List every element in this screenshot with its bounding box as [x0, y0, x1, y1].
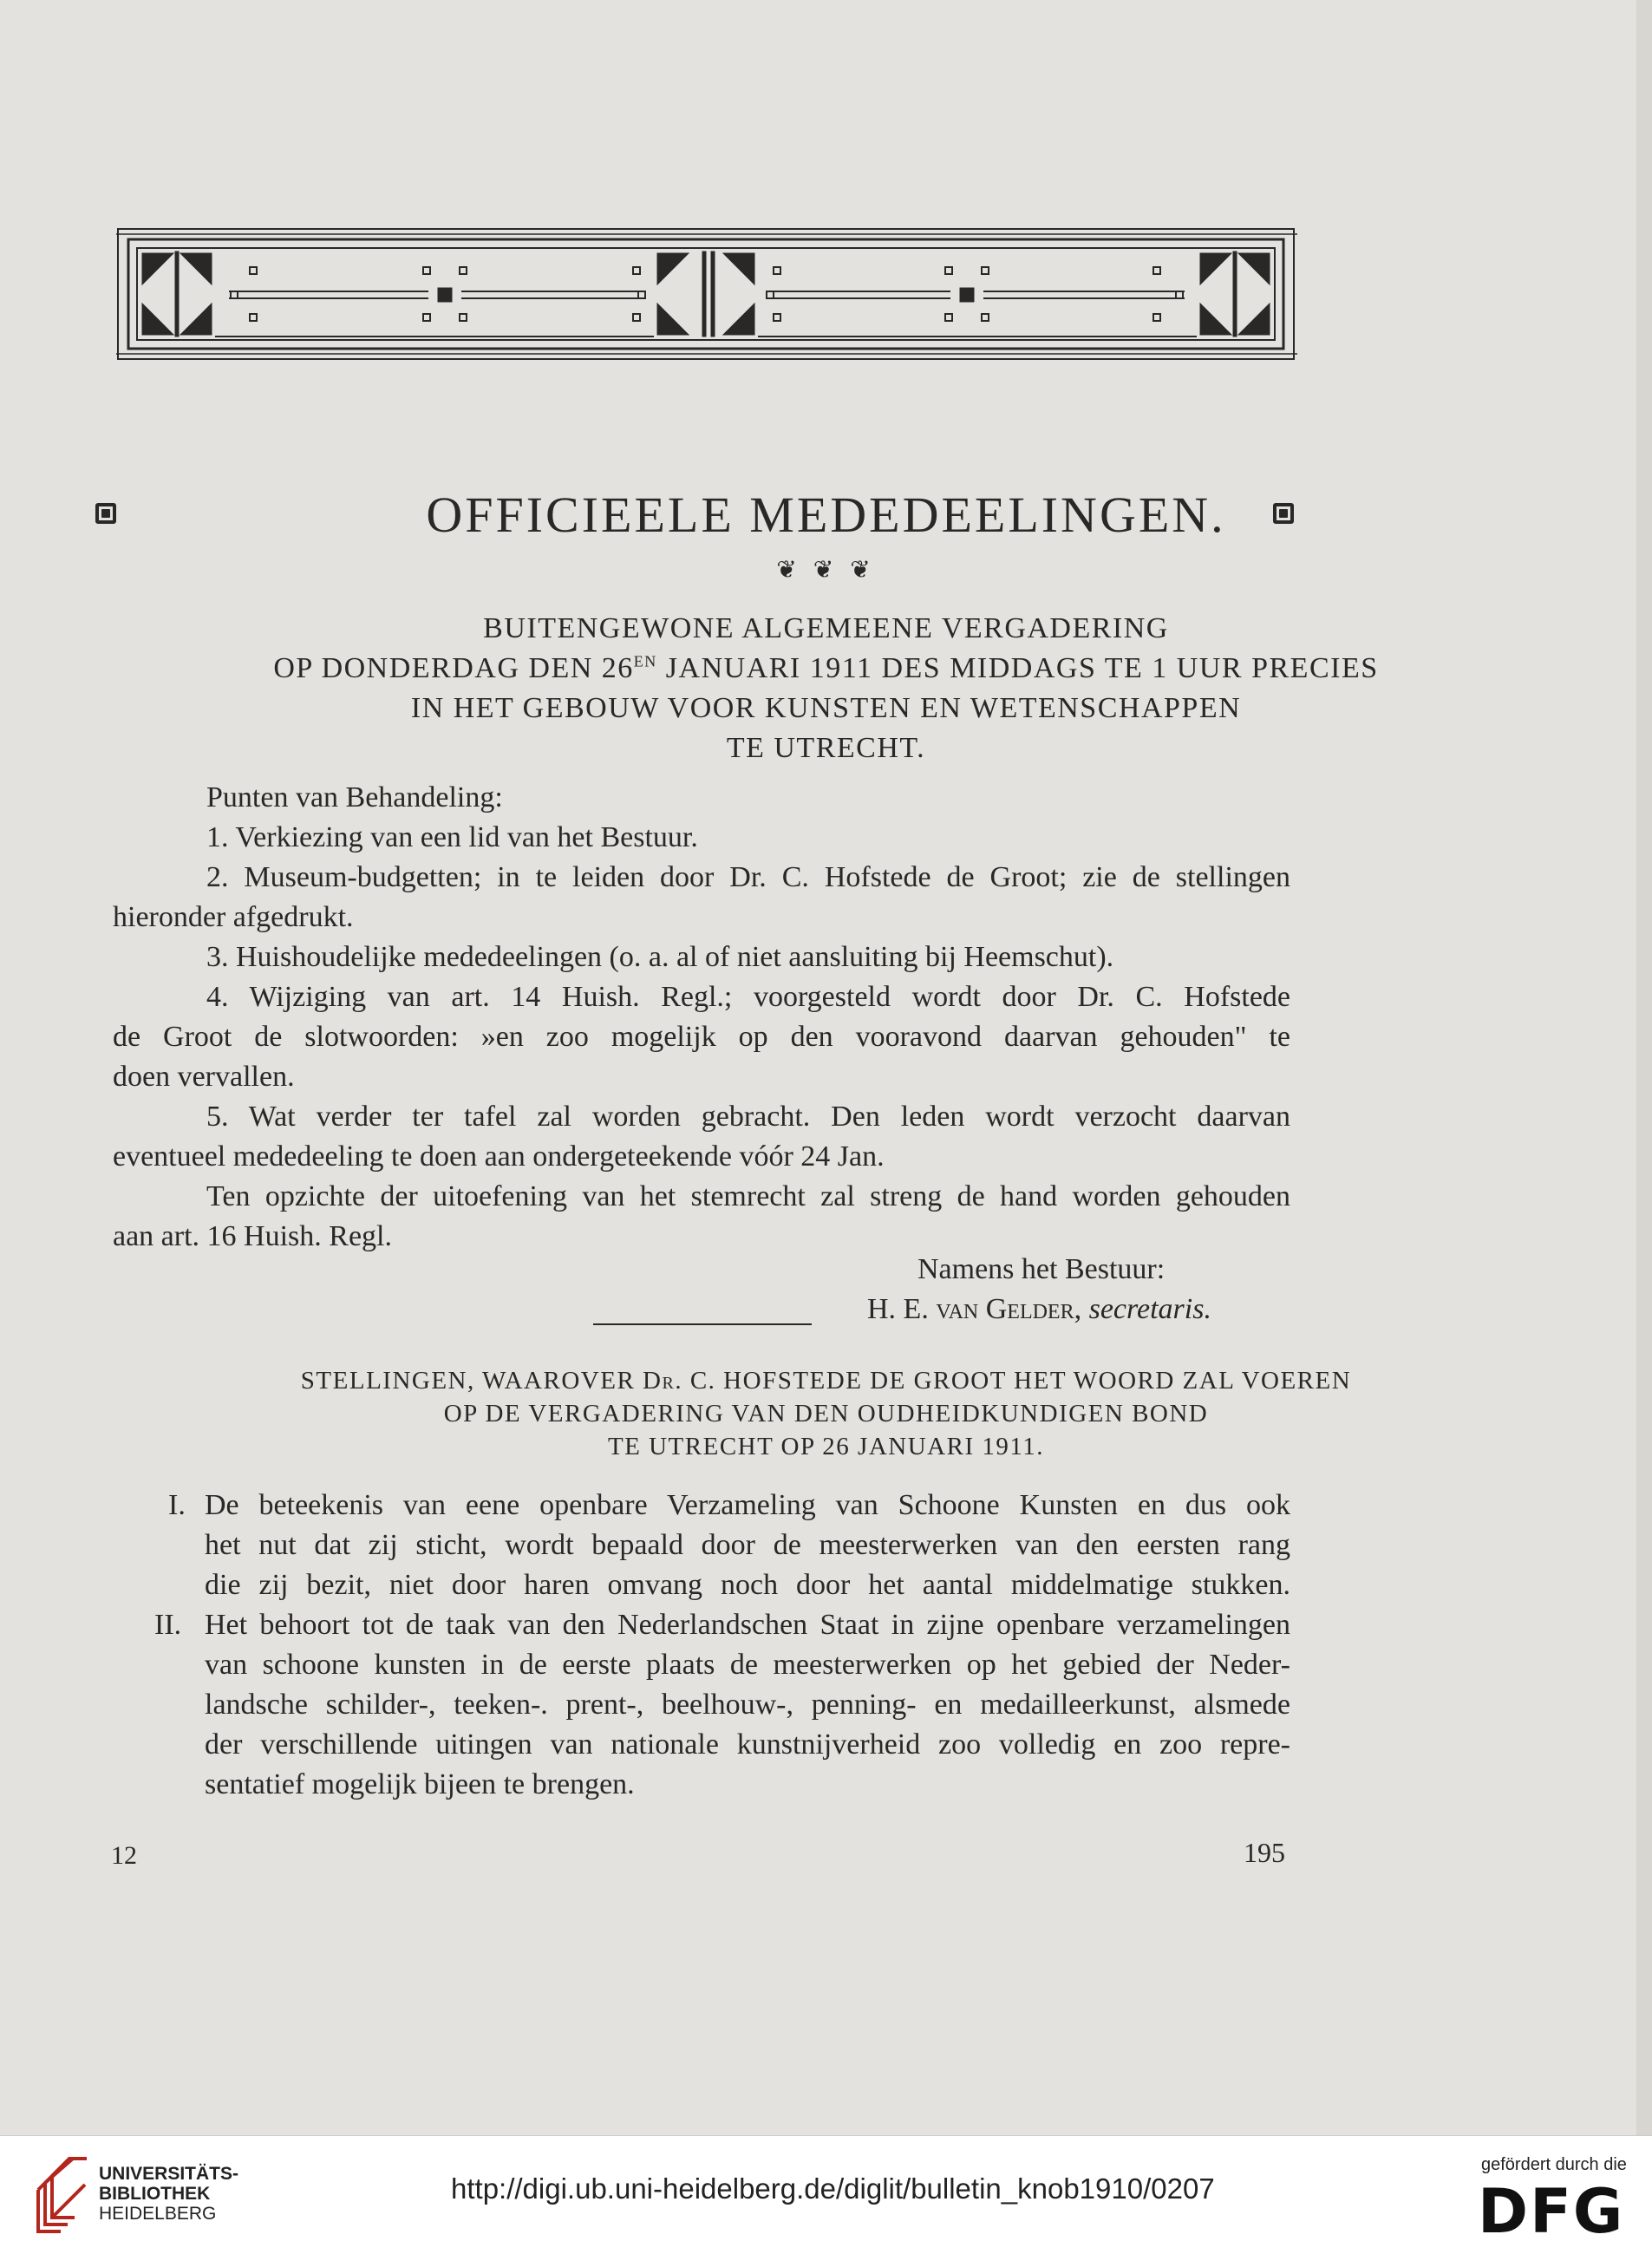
source-url-link[interactable]: http://digi.ub.uni-heidelberg.de/diglit/bulletin_knob1910/0207: [451, 2172, 1215, 2205]
theses-heading-title-dr: Dr.: [643, 1367, 683, 1395]
meeting-line-3: IN HET GEBOUW VOOR KUNSTEN EN WETENSCHAPPEN: [410, 692, 1242, 724]
thesis-line: het nut dat zij sticht, wordt bepaald door de meesterwerken van den eersten rang: [205, 1529, 1290, 1561]
library-logo-icon: [35, 2155, 90, 2235]
voting-note-line-1: Ten opzichte der uitoefening van het stemrecht zal streng de hand worden gehouden: [206, 1180, 1290, 1212]
meeting-line-2-part-a: OP DONDERDAG DEN 26: [273, 652, 634, 684]
library-name-line-3: HEIDELBERG: [99, 2204, 217, 2224]
voting-note-line-2: aan art. 16 Huish. Regl.: [113, 1220, 392, 1252]
page-title: OFFICIEELE MEDEDEELINGEN.: [426, 487, 1226, 543]
meeting-line-2: [0, 652, 1652, 685]
thesis-number: I.: [168, 1489, 186, 1521]
thesis-line: sentatief mogelijk bijeen te brengen.: [205, 1768, 635, 1800]
theses-heading-part-a: STELLINGEN, WAAROVER: [300, 1367, 643, 1395]
theses-heading-line-3: TE UTRECHT OP 26 JANUARI 1911.: [607, 1433, 1045, 1460]
theses-heading-part-b: C. HOFSTEDE DE GROOT HET WOORD ZAL VOEREN: [682, 1367, 1352, 1395]
agenda-item-4-line-3: doen vervallen.: [113, 1061, 295, 1093]
theses-heading-line-2: OP DE VERGADERING VAN DEN OUDHEIDKUNDIGEN BOND: [443, 1400, 1209, 1428]
meeting-line-1: BUITENGEWONE ALGEMEENE VERGADERING: [483, 612, 1169, 644]
flourish-ornament: ❦ ❦ ❦: [776, 557, 876, 584]
digitization-footer: [0, 2135, 1652, 2254]
agenda-item-1: 1. Verkiezing van een lid van het Bestuur.: [206, 821, 698, 853]
signature-initials: H. E.: [867, 1293, 937, 1325]
meeting-line-4: TE UTRECHT.: [726, 732, 926, 764]
agenda-item-5-line-2: eventueel mededeeling te doen aan ondergeteekende vóór 24 Jan.: [113, 1140, 885, 1173]
thesis-number: II.: [154, 1609, 182, 1641]
thesis-line: van schoone kunsten in de eerste plaats de meesterwerken op het gebied der Neder-: [205, 1649, 1290, 1681]
funding-label: gefördert durch die: [1481, 2155, 1627, 2174]
agenda-item-3: 3. Huishoudelijke mededeelingen (o. a. al of niet aansluiting bij Heemschut).: [206, 941, 1114, 973]
agenda-intro: Punten van Behandeling:: [206, 781, 503, 813]
agenda-item-5-line-1: 5. Wat verder ter tafel zal worden gebracht. Den leden wordt verzocht daarvan: [206, 1101, 1290, 1133]
signature-role: secretaris.: [1081, 1293, 1211, 1325]
signature-name: [867, 1292, 1211, 1327]
meeting-date-superscript: EN: [633, 652, 657, 670]
dfg-logo: DFG: [1478, 2176, 1625, 2247]
agenda-item-4-line-1: 4. Wijziging van art. 14 Huish. Regl.; voorgesteld wordt door Dr. C. Hofstede: [206, 981, 1290, 1013]
square-ornament-right-icon: [1273, 503, 1294, 524]
thesis-line: De beteekenis van eene openbare Verzameling van Schoone Kunsten en dus ook: [205, 1489, 1290, 1521]
divider-rule: [593, 1323, 812, 1325]
agenda-item-2-line-1: 2. Museum-budgetten; in te leiden door Dr. C. Hofstede de Groot; zie de stellingen: [206, 861, 1290, 893]
page-edge-shadow: [1636, 0, 1652, 2135]
agenda-item-4-line-2: de Groot de slotwoorden: »en zoo mogelijk op den vooravond daarvan gehouden" te: [113, 1021, 1290, 1053]
theses-heading-line-1: [0, 1367, 1652, 1395]
signature-mark: 12: [111, 1841, 137, 1870]
thesis-line: die zij bezit, niet door haren omvang noch door het aantal middelmatige stukken.: [205, 1569, 1290, 1601]
agenda-item-2-line-2: hieronder afgedrukt.: [113, 901, 354, 933]
signature-surname: van Gelder,: [936, 1293, 1082, 1325]
signature-on-behalf: Namens het Bestuur:: [917, 1253, 1166, 1285]
library-name-line-1: UNIVERSITÄTS-: [99, 2164, 239, 2184]
meeting-line-2-part-b: JANUARI 1911 DES MIDDAGS TE 1 UUR PRECIES: [656, 652, 1379, 684]
library-name-line-2: BIBLIOTHEK: [99, 2184, 211, 2204]
thesis-line: landsche schilder-, teeken-. prent-, beelhouw-, penning- en medailleerkunst, alsmede: [205, 1689, 1290, 1721]
ornamental-border-band: [116, 227, 1297, 364]
page-number: 195: [1244, 1837, 1285, 1868]
thesis-line: Het behoort tot de taak van den Nederlandschen Staat in zijne openbare verzamelingen: [205, 1609, 1290, 1641]
thesis-line: der verschillende uitingen van nationale kunstnijverheid zoo volledig en zoo repre-: [205, 1728, 1290, 1761]
